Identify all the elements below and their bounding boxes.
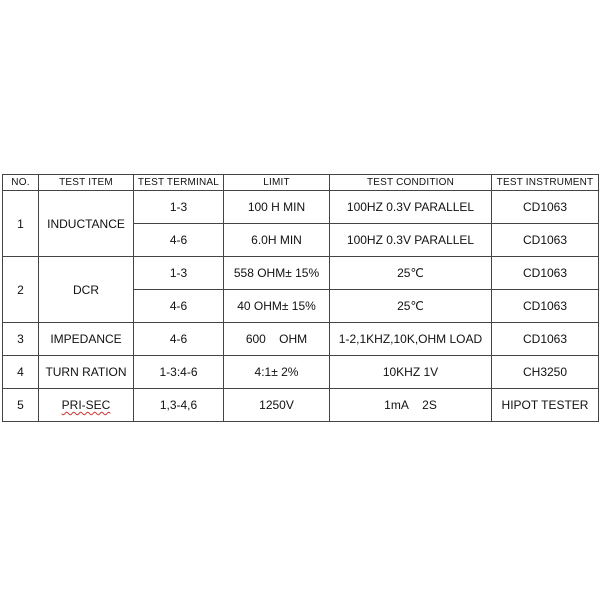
cell-test-item xyxy=(39,389,134,422)
cell-condition: 25℃ xyxy=(330,290,492,323)
cell-limit: 1250V xyxy=(224,389,330,422)
cell-terminal: 1-3:4-6 xyxy=(134,356,224,389)
table-row xyxy=(3,356,599,389)
cell-terminal: 4-6 xyxy=(134,290,224,323)
cell-terminal: 1,3-4,6 xyxy=(134,389,224,422)
table-row xyxy=(3,323,599,356)
header-test-item: TEST ITEM xyxy=(39,175,134,191)
cell-terminal: 4-6 xyxy=(134,323,224,356)
cell-test-item: IMPEDANCE xyxy=(39,323,134,356)
cell-limit: 600 OHM xyxy=(224,323,330,356)
header-limit: LIMIT xyxy=(224,175,330,191)
cell-no: 2 xyxy=(3,257,39,323)
header-test-terminal: TEST TERMINAL xyxy=(134,175,224,191)
header-test-instrument: TEST INSTRUMENT xyxy=(492,175,599,191)
table-row xyxy=(3,191,599,224)
cell-condition: 25℃ xyxy=(330,257,492,290)
cell-limit: 558 OHM± 15% xyxy=(224,257,330,290)
cell-test-item: DCR xyxy=(39,257,134,323)
cell-test-item: TURN RATION xyxy=(39,356,134,389)
cell-condition: 1-2,1KHZ,10K,OHM LOAD xyxy=(330,323,492,356)
cell-condition: 100HZ 0.3V PARALLEL xyxy=(330,224,492,257)
cell-no: 3 xyxy=(3,323,39,356)
cell-test-item: INDUCTANCE xyxy=(39,191,134,257)
cell-instrument: CD1063 xyxy=(492,290,599,323)
cell-limit: 6.0H MIN xyxy=(224,224,330,257)
cell-instrument: HIPOT TESTER xyxy=(492,389,599,422)
header-row xyxy=(3,175,599,191)
header-test-condition: TEST CONDITION xyxy=(330,175,492,191)
cell-instrument: CD1063 xyxy=(492,323,599,356)
cell-condition: 10KHZ 1V xyxy=(330,356,492,389)
table-row xyxy=(3,257,599,290)
cell-limit: 4:1± 2% xyxy=(224,356,330,389)
cell-no: 4 xyxy=(3,356,39,389)
cell-terminal: 1-3 xyxy=(134,257,224,290)
cell-instrument: CD1063 xyxy=(492,224,599,257)
pri-sec-label: PRI-SEC xyxy=(61,398,111,412)
header-no: NO. xyxy=(3,175,39,191)
cell-instrument: CD1063 xyxy=(492,191,599,224)
cell-no: 5 xyxy=(3,389,39,422)
test-spec-table xyxy=(2,174,599,422)
cell-instrument: CD1063 xyxy=(492,257,599,290)
cell-condition: 1mA 2S xyxy=(330,389,492,422)
cell-limit: 40 OHM± 15% xyxy=(224,290,330,323)
cell-instrument: CH3250 xyxy=(492,356,599,389)
table-row xyxy=(3,389,599,422)
cell-limit: 100 H MIN xyxy=(224,191,330,224)
cell-no: 1 xyxy=(3,191,39,257)
cell-terminal: 4-6 xyxy=(134,224,224,257)
cell-terminal: 1-3 xyxy=(134,191,224,224)
cell-condition: 100HZ 0.3V PARALLEL xyxy=(330,191,492,224)
